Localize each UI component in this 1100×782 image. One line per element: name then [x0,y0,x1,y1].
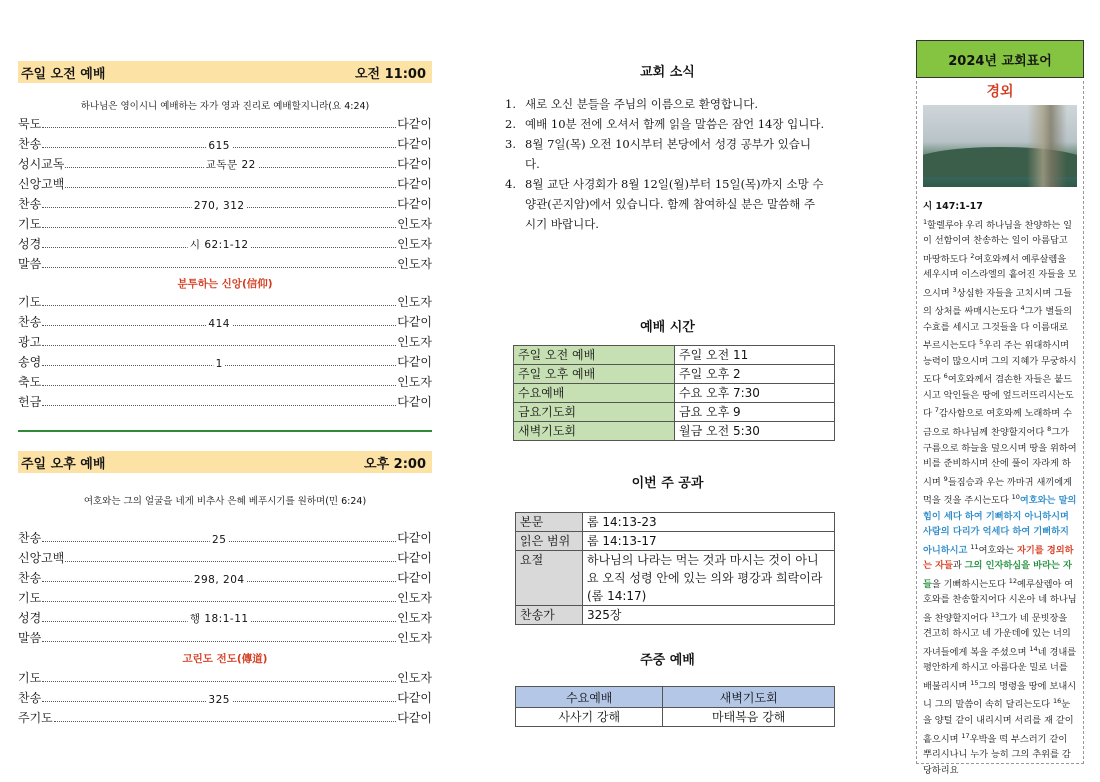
leader-dots [54,721,396,722]
lesson-row [516,606,835,625]
order-row [18,132,432,152]
midweek-title: 주중 예배 [640,653,695,668]
leader-dots [42,227,396,228]
leader-dots [42,694,396,706]
schedule-table [513,345,835,441]
morning-order-list [18,112,432,272]
order-row [18,546,432,566]
order-role: 인도자 [397,631,432,645]
lesson-key: 찬송가 [516,606,583,625]
lesson-row [516,513,835,532]
order-row [18,586,432,606]
verse-9: 들짐승과 우는 까마귀 새끼에게 먹을 것을 주시는도다 [923,476,1072,507]
order-row [18,172,432,192]
leader-dots [42,358,396,370]
scripture-reference: 시 147:1-17 [923,201,983,212]
leader-dots [42,601,396,602]
order-detail: 414 [208,318,230,330]
morning-service-title: 주일 오전 예배 [21,66,106,82]
leader-dots [42,613,396,625]
news-number: 1. [505,97,516,111]
schedule-row [514,403,835,422]
verse-7: 감사함으로 여호와께 노래하며 수금으로 하나님께 찬양할지어다 [923,408,1072,438]
order-row [18,666,432,686]
afternoon-verse: 여호와는 그의 얼굴을 네게 비추사 은혜 베푸시기를 원하며(민 6:24) [83,496,367,507]
order-label: 말씀 [18,257,42,271]
order-detail: 1 [215,358,223,370]
order-row [18,390,432,410]
order-row [18,310,432,330]
motto-box [916,81,1084,776]
lesson-table [515,512,835,625]
order-detail: 시 62:1-12 [189,239,249,251]
order-row [18,112,432,132]
leader-dots [65,187,396,188]
order-row [18,330,432,350]
order-row [18,566,432,586]
afternoon-order-list-2 [18,666,432,726]
order-role: 다같이 [397,531,432,545]
order-label: 성경 [18,611,42,625]
leader-dots [42,405,396,406]
midweek-value-dawn: 마태복음 강해 [663,708,835,727]
midweek-header-dawn: 새벽기도회 [663,687,835,708]
landscape-photo [923,105,1077,187]
lesson-key: 본문 [516,513,583,532]
leader-dots [42,345,396,346]
order-role: 인도자 [397,237,432,251]
leader-dots [42,534,396,546]
news-text: 새로 오신 분들을 주님의 이름으로 환영합니다. [525,97,759,111]
lesson-value: 하나님의 나라는 먹는 것과 마시는 것이 아니요 오직 성령 안에 있는 의와 평강과 희락이라(롬 14:17) [583,551,835,606]
leader-dots [65,159,396,171]
section-divider [18,430,432,432]
lesson-title: 이번 주 공과 [631,476,704,491]
news-number: 2. [505,117,516,131]
order-row [18,232,432,252]
order-detail: 615 [208,140,230,152]
lesson-key: 요절 [516,551,583,606]
leader-dots [42,318,396,330]
verse-2: 여호와께서 예루살렘을 세우시며 이스라엘의 흩어진 자들을 모으시며 [923,253,1077,299]
order-label: 신앙고백 [18,177,65,191]
leader-dots [65,561,396,562]
order-role: 다같이 [397,395,432,409]
order-label: 송영 [18,355,42,369]
order-role: 인도자 [397,375,432,389]
order-role: 다같이 [397,197,432,211]
order-role: 다같이 [397,355,432,369]
schedule-title: 예배 시간 [640,320,695,335]
morning-service-header [18,61,432,83]
order-detail: 325 [208,694,230,706]
verse-16: 눈을 양털 같이 내리시며 서리를 재 같이 흩으시며 [923,699,1074,745]
schedule-time: 금요 오후 9 [675,403,835,422]
order-detail: 298, 204 [193,574,245,586]
order-role: 다같이 [397,315,432,329]
leader-dots [42,239,396,251]
order-label: 찬송 [18,571,42,585]
order-label: 찬송 [18,137,42,151]
news-text: 8월 7일(목) 오전 10시부터 본당에서 성경 공부가 있습니다. [525,137,812,171]
schedule-name: 주일 오전 예배 [514,346,675,365]
afternoon-service-title: 주일 오후 예배 [21,456,106,472]
order-role: 인도자 [397,295,432,309]
order-role: 인도자 [397,591,432,605]
afternoon-service-header [18,451,432,473]
order-label: 묵도 [18,117,42,131]
order-row [18,370,432,390]
midweek-value-wed: 사사기 강해 [516,708,663,727]
order-role: 인도자 [397,335,432,349]
schedule-row [514,384,835,403]
motto-scripture: 시 147:1-17 $^1$할렐루야 우리 하나님을 찬양하는 일이 선함이여 찬송하는 일이 아름답고 마땅하도다 $^2$여호와께서 예루살렘을 세우시며 이스라엘의 흩어진 자들을 모으시며 $^3$상심한 자들을 고치시며 그들의 상처를 싸매시는도다 $^4$그가 별들의 수효를 세시고 그것들을 다 이름대로 부르시는도다 $^5$우리 주는 위대하시며 능력이 많으시며 그의 지혜가 무궁하시도다 $^6$여호와께서 겸손한 자들은 붙드시고 악인들은 땅에 엎드러뜨리시는도다 $^7$감사함으로 여호와께 노래하며 수금으로 하나님께 찬양할지어다 $^8$그가 구름으로 하늘을 덮으시며 땅을 위하여 비를 준비하시며 산에 풀이 자라게 하시며 $^9$들짐승과 우는 까마귀 새끼에게 먹을 것을 주시는도다 $^{10}$여호와는 말의 힘이 세다 하여 기뻐하지 아니하시며 사람의 다리가 억세다 하여 기뻐하지 아니하시고 $^{11}$여호와는 자기를 경외하는 자들과 그의 인자하심을 바라는 자들을 기뻐하시는도다 $^{12}$예루살렘아 여호와를 찬송할지어다 시온아 네 하나님을 찬양할지어다 $^{13}$그가 네 문빗장을 견고히 하시고 네 가운데에 있는 너의 자녀들에게 복을 주셨으며 $^{14}$네 경내를 평안하게 하시고 아름다운 밀로 너를 배불리시며 $^{15}$그의 명령을 땅에 보내시니 그의 말씀이 속히 달리는도다 $^{16}$눈을 양털 같이 내리시며 서리를 재 같이 흩으시며 $^{17}$우박을 떡 부스러기 같이 뿌리시나니 누가 능히 그의 추위를 감당하리요 [923,201,1077,776]
verse-15: 그의 명령을 땅에 보내시니 그의 말씀이 속히 달리는도다 [923,680,1077,711]
order-role: 다같이 [397,117,432,131]
afternoon-service-time: 오후 2:00 [364,456,426,472]
order-label: 찬송 [18,531,42,545]
order-role: 인도자 [397,217,432,231]
leader-dots [42,200,396,212]
schedule-time: 주일 오후 2 [675,365,835,384]
verse-5: 우리 주는 위대하시며 능력이 많으시며 그의 지혜가 무궁하시도다 [923,340,1077,386]
leader-dots [42,681,396,682]
order-detail: 25 [212,534,227,546]
leader-dots [42,641,396,642]
order-detail: 교독문 22 [205,159,256,171]
order-detail: 270, 312 [193,200,245,212]
motto-header: 2024년 교회표어 [916,40,1084,78]
order-label: 성시교독 [18,157,65,171]
order-label: 기도 [18,217,42,231]
schedule-time: 수요 오후 7:30 [675,384,835,403]
leader-dots [42,385,396,386]
afternoon-sermon-title: 고린도 전도(傳道) [182,653,268,665]
order-row [18,192,432,212]
schedule-row [514,346,835,365]
news-text: 예배 10분 전에 오셔서 함께 읽을 말씀은 잠언 14장 입니다. [525,117,825,131]
lesson-value: 325장 [583,606,835,625]
order-label: 찬송 [18,691,42,705]
news-number: 3. [505,137,516,151]
order-role: 다같이 [397,691,432,705]
verse-11-red: 자기를 경외하는 자들 [923,544,1074,572]
news-list [505,94,825,234]
news-number: 4. [505,177,516,191]
news-item [505,114,825,134]
order-role: 다같이 [397,157,432,171]
order-role: 인도자 [397,671,432,685]
order-label: 기도 [18,295,42,309]
order-label: 헌금 [18,395,42,409]
verse-11c: 과 [952,560,965,572]
order-row [18,706,432,726]
leader-dots [42,574,396,586]
bulletin-info-column [505,0,830,782]
order-role: 다같이 [397,711,432,725]
motto-subtitle: 경외 [986,84,1014,100]
order-label: 광고 [18,335,42,349]
verse-1: 할렐루야 우리 하나님을 찬양하는 일이 선함이여 찬송하는 일이 아름답고 마땅하도다 [923,219,1072,265]
order-label: 신앙고백 [18,551,65,565]
midweek-header-wed: 수요예배 [516,687,663,708]
order-row [18,290,432,310]
verse-6: 여호와께서 겸손한 자들은 붙드시고 악인들은 땅에 엎드러뜨리시는도다 [923,374,1074,420]
leader-dots [42,267,396,268]
morning-order-list-2 [18,290,432,410]
verse-11a: 여호와는 [978,544,1018,556]
order-role: 인도자 [397,611,432,625]
lesson-value: 롬 14:13-23 [583,513,835,532]
order-row [18,350,432,370]
order-row [18,526,432,546]
news-text: 8월 교단 사경회가 8월 12일(월)부터 15일(목)까지 소망 수양관(곤지암)에서 있습니다. 함께 참여하실 분은 말씀해 주시기 바랍니다. [525,177,824,231]
news-item [505,174,825,234]
lesson-row [516,532,835,551]
order-row [18,686,432,706]
verse-10-highlight: 여호와는 말의 힘이 세다 하여 기뻐하지 아니하시며 사람의 다리가 억세다 하여 기뻐하지 아니하시고 [923,495,1077,556]
order-row [18,152,432,172]
order-role: 다같이 [397,551,432,565]
midweek-table [515,686,835,727]
order-label: 축도 [18,375,42,389]
order-row [18,606,432,626]
order-row [18,252,432,272]
order-label: 찬송 [18,197,42,211]
schedule-name: 금요기도회 [514,403,675,422]
verse-13: 그가 네 문빗장을 견고히 하시고 네 가운데에 있는 너의 자녀들에게 복을 주셨으며 [923,612,1071,658]
news-item [505,94,825,114]
verse-12: 예루살렘아 여호와를 찬송할지어다 시온아 네 하나님을 찬양할지어다 [923,578,1077,624]
lesson-key: 읽은 범위 [516,532,583,551]
verse-11e: 을 기뻐하시는도다 [931,578,1009,590]
order-role: 인도자 [397,257,432,271]
schedule-name: 수요예배 [514,384,675,403]
leader-dots [42,305,396,306]
morning-verse: 하나님은 영이시니 예배하는 자가 영과 진리로 예배할지니라(요 4:24) [80,101,370,112]
order-label: 성경 [18,237,42,251]
schedule-row [514,422,835,441]
verse-11-green: 그의 인자하심을 바라는 자들 [923,560,1072,590]
verse-14: 네 경내를 평안하게 하시고 아름다운 밀로 너를 배불리시며 [923,646,1077,692]
lesson-value: 롬 14:13-17 [583,532,835,551]
order-role: 다같이 [397,177,432,191]
order-role: 다같이 [397,571,432,585]
order-label: 기도 [18,671,42,685]
order-row [18,212,432,232]
afternoon-order-list [18,526,432,646]
morning-sermon-title: 분투하는 신앙(信仰) [177,278,273,290]
schedule-name: 주일 오후 예배 [514,365,675,384]
verse-4: 그가 별들의 수효를 세시고 그것들을 다 이름대로 부르시는도다 [923,306,1072,352]
order-label: 찬송 [18,315,42,329]
order-label: 말씀 [18,631,42,645]
order-label: 주기도 [18,711,53,725]
news-title: 교회 소식 [640,65,695,80]
schedule-time: 주일 오전 11 [675,346,835,365]
leader-dots [42,127,396,128]
lesson-row [516,551,835,606]
verse-17: 우박을 떡 부스러기 같이 뿌리시나니 누가 능히 그의 추위를 감당하리요 [923,733,1071,776]
order-row [18,626,432,646]
morning-service-time: 오전 11:00 [354,66,426,82]
order-detail: 행 18:1-11 [189,613,249,625]
news-item [505,134,825,174]
schedule-row [514,365,835,384]
verse-8: 그가 구름으로 하늘을 덮으시며 땅을 위하여 비를 준비하시며 산에 풀이 자라게 하시며 [923,427,1077,488]
order-role: 다같이 [397,137,432,151]
verse-3: 상심한 자들을 고치시며 그들의 상처를 싸매시는도다 [923,287,1072,318]
order-label: 기도 [18,591,42,605]
schedule-name: 새벽기도회 [514,422,675,441]
schedule-time: 월금 오전 5:30 [675,422,835,441]
church-motto-column [916,40,1084,776]
leader-dots [42,140,396,152]
